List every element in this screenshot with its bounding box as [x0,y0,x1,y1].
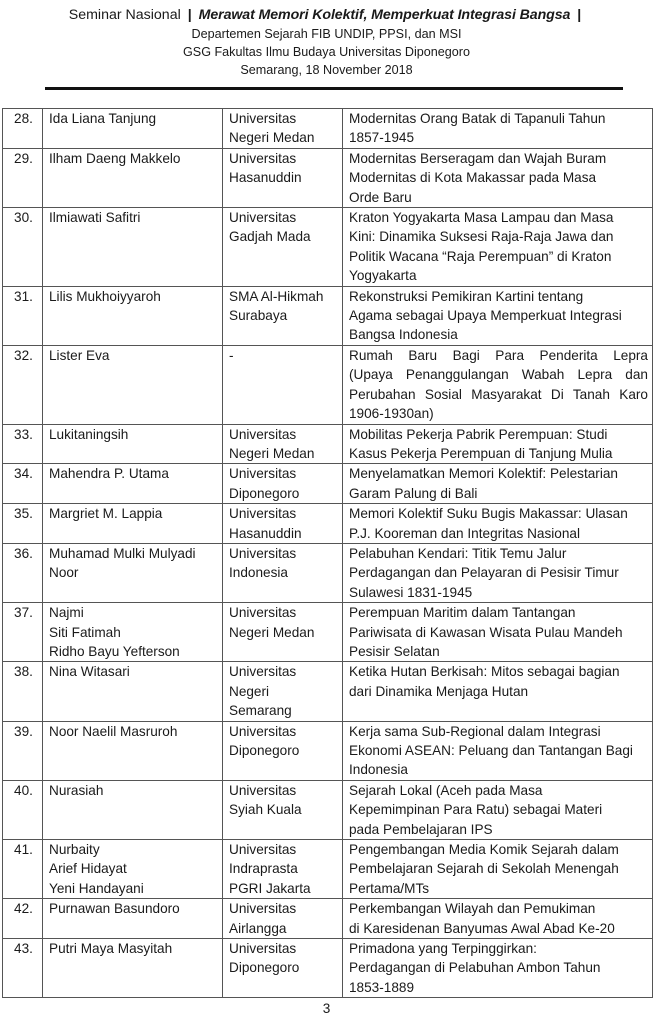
institution-line: Universitas [229,941,297,957]
paper-title [343,208,653,287]
row-number: 30. [3,208,43,287]
title-line: Memori Kolektif Suku Bugis Makassar: Ulasan [349,506,628,522]
participant-names [43,543,223,602]
institution-line: Syiah Kuala [229,802,302,818]
title-line: Pembelajaran Sejarah di Sekolah Menengah [349,861,619,877]
participant-name: Mahendra P. Utama [49,466,169,482]
title-line: Ekonomi ASEAN: Peluang dan Tantangan Bagi [349,743,633,758]
row-number: 35. [3,504,43,544]
page-number: 3 [322,1001,331,1016]
title-line: Pertama/MTs [349,880,430,896]
paper-title [343,109,653,149]
institution-line: Airlangga [229,920,287,936]
title-line: Perdagangan di Pelabuhan Ambon Tahun [349,960,601,976]
seminar-title-line [0,6,653,24]
institution [223,543,343,602]
title-line: Perubahan Sosial Masyarakat Di Tanah Karo [349,386,648,402]
institution-line: Universitas [229,426,297,442]
participant-name: Arief Hidayat [49,861,127,877]
title-line: 1857-1945 [349,130,415,146]
paper-title [343,603,653,662]
institution [223,208,343,287]
title-separator-end: | [577,7,582,23]
institution-line: Surabaya [229,308,288,324]
row-number: 39. [3,721,43,780]
organizers: Departemen Sejarah FIB UNDIP, PPSI, dan MSI [191,27,462,41]
participant-names [43,345,223,424]
institution [223,603,343,662]
participant-names [43,504,223,544]
row-number: 29. [3,148,43,207]
participant-name: Siti Fatimah [49,624,121,640]
table-row [3,286,653,345]
header-rule [45,87,623,90]
table-row [3,345,653,424]
participant-name: Nurasiah [49,782,104,798]
institution-line: Negeri Medan [229,445,315,461]
institution-line: Diponegoro [229,960,300,976]
title-line: Perempuan Maritim dalam Tantangan [349,605,576,621]
table-row [3,424,653,464]
row-number: 28. [3,109,43,149]
row-number: 36. [3,543,43,602]
title-line: Kerja sama Sub-Regional dalam Integrasi [349,723,601,739]
institution-line: Negeri Medan [229,130,315,146]
paper-title [343,543,653,602]
row-number: 32. [3,345,43,424]
participant-name: Najmi [49,605,84,621]
paper-title [343,424,653,464]
institution-line: Semarang [229,703,292,719]
row-number: 33. [3,424,43,464]
participant-names [43,286,223,345]
institution [223,464,343,504]
table-row [3,464,653,504]
title-line: di Karesidenan Banyumas Awal Abad Ke-20 [349,920,615,936]
title-line: Pelabuhan Kendari: Titik Temu Jalur [349,545,567,561]
institution-line: Universitas [229,466,297,482]
institution-line: Gadjah Mada [229,229,311,245]
participant-name: Yeni Handayani [49,880,144,896]
institution [223,424,343,464]
institution [223,780,343,839]
participant-names [43,424,223,464]
institution-line: Hasanuddin [229,525,302,541]
institution-line: Universitas [229,111,297,126]
seminar-theme: Merawat Memori Kolektif, Memperkuat Integrasi Bangsa [198,7,571,23]
paper-title [343,662,653,721]
participant-name: Putri Maya Masyitah [49,941,173,957]
institution-line: Universitas [229,782,297,798]
institution-line: Universitas [229,150,297,166]
title-line: Indonesia [349,762,408,778]
title-line: Kraton Yogyakarta Masa Lampau dan Masa [349,210,614,226]
participant-names [43,840,223,899]
table-row [3,939,653,998]
title-line: Sejarah Lokal (Aceh pada Masa [349,782,543,798]
institution-line: Universitas [229,545,297,561]
institution-line: Universitas [229,901,297,917]
title-line: pada Pembelajaran IPS [349,821,493,837]
participant-name: Lister Eva [49,347,110,363]
participant-name: Nina Witasari [49,664,130,680]
title-line: Perkembangan Wilayah dan Pemukiman [349,901,596,917]
table-row [3,662,653,721]
participant-names [43,662,223,721]
row-number: 42. [3,899,43,939]
institution-line: Universitas [229,506,297,522]
title-line: Pengembangan Media Komik Sejarah dalam [349,842,619,858]
participant-names [43,603,223,662]
table-row [3,504,653,544]
participant-name: Lukitaningsih [49,426,129,442]
table-row [3,780,653,839]
title-line: Modernitas di Kota Makassar pada Masa [349,170,597,186]
table-row [3,148,653,207]
title-line: Primadona yang Terpinggirkan: [349,941,537,957]
title-line: Rekonstruksi Pemikiran Kartini tentang [349,288,584,304]
institution-line: - [229,347,234,363]
title-line: 1853-1889 [349,979,415,995]
title-line: Rumah Baru Bagi Para Penderita Lepra [349,347,648,363]
institution [223,345,343,424]
participant-name: Ida Liana Tanjung [49,111,157,126]
place-date: Semarang, 18 November 2018 [240,63,413,77]
row-number: 40. [3,780,43,839]
institution-line: Universitas [229,210,297,226]
institution [223,939,343,998]
participant-names [43,464,223,504]
table-row [3,109,653,149]
participant-name: Lilis Mukhoiyyaroh [49,288,161,304]
participant-names [43,109,223,149]
institution-line: Indraprasta [229,861,298,877]
paper-title [343,899,653,939]
event-name: Seminar Nasional [68,7,181,23]
institution-line: Indonesia [229,565,288,581]
institution-line: Universitas [229,723,297,739]
table-row [3,721,653,780]
paper-title [343,504,653,544]
title-line: Yogyakarta [349,268,417,284]
title-line: Garam Palung di Bali [349,485,478,501]
institution [223,504,343,544]
participant-names [43,899,223,939]
paper-title [343,286,653,345]
title-line: Modernitas Berseragam dan Wajah Buram [349,150,607,166]
title-line: Orde Baru [349,189,412,205]
participant-names [43,721,223,780]
institution-line: Universitas [229,664,297,680]
institution [223,721,343,780]
paper-title [343,939,653,998]
title-line: Agama sebagai Upaya Memperkuat Integrasi [349,308,622,324]
participant-names [43,208,223,287]
paper-title [343,721,653,780]
title-line: Ketika Hutan Berkisah: Mitos sebagai bagian [349,664,620,680]
title-line: Mobilitas Pekerja Pabrik Perempuan: Studi [349,426,608,442]
participant-names [43,939,223,998]
title-line: Pariwisata di Kawasan Wisata Pulau Mandeh [349,624,623,640]
row-number: 41. [3,840,43,899]
participant-name: Noor [49,565,79,581]
row-number: 31. [3,286,43,345]
paper-title [343,345,653,424]
institution-line: Universitas [229,842,297,858]
institution [223,899,343,939]
institution [223,840,343,899]
institution [223,662,343,721]
paper-title [343,148,653,207]
title-separator: | [187,7,192,23]
title-line: Bangsa Indonesia [349,327,458,343]
title-line: P.J. Kooreman dan Integritas Nasional [349,525,580,541]
row-number: 37. [3,603,43,662]
venue: GSG Fakultas Ilmu Budaya Universitas Diponegoro [183,45,470,59]
participant-name: Margriet M. Lappia [49,506,163,522]
institution [223,109,343,149]
title-line: Kepemimpinan Para Ratu) sebagai Materi [349,802,603,818]
table-row [3,543,653,602]
title-line: Modernitas Orang Batak di Tapanuli Tahun [349,111,606,126]
title-line: 1906-1930an) [349,406,434,422]
table-row [3,603,653,662]
participants-table [2,108,653,998]
title-line: dari Dinamika Menjaga Hutan [349,683,529,699]
title-line: Menyelamatkan Memori Kolektif: Pelestarian [349,466,618,482]
institution-line: Hasanuddin [229,170,302,186]
participant-name: Ilham Daeng Makkelo [49,150,181,166]
title-line: Kini: Dinamika Suksesi Raja-Raja Jawa dan [349,229,614,245]
row-number: 34. [3,464,43,504]
participant-name: Noor Naelil Masruroh [49,723,178,739]
title-line: (Upaya Penanggulangan Wabah Lepra dan [349,367,648,383]
participant-name: Ilmiawati Safitri [49,210,141,226]
title-line: Kasus Pekerja Perempuan di Tanjung Mulia [349,445,613,461]
table-row [3,840,653,899]
institution-line: PGRI Jakarta [229,880,311,896]
title-line: Sulawesi 1831-1945 [349,584,473,600]
institution-line: Negeri Medan [229,624,315,640]
institution-line: SMA Al-Hikmah [229,288,324,304]
participant-names [43,148,223,207]
table-body [3,109,653,998]
row-number: 38. [3,662,43,721]
row-number: 43. [3,939,43,998]
title-line: Politik Wacana “Raja Perempuan” di Kraton [349,248,612,264]
participant-name: Ridho Bayu Yefterson [49,643,180,659]
paper-title [343,840,653,899]
institution-line: Negeri [229,683,270,699]
participant-name: Purnawan Basundoro [49,901,180,917]
institution-line: Universitas [229,605,297,621]
institution-line: Diponegoro [229,485,300,501]
title-line: Pesisir Selatan [349,643,440,659]
institution [223,286,343,345]
paper-title [343,464,653,504]
table-row [3,208,653,287]
institution-line: Diponegoro [229,743,300,758]
paper-title [343,780,653,839]
title-line: Perdagangan dan Pelayaran di Pesisir Timur [349,565,619,581]
participant-name: Nurbaity [49,842,100,858]
participant-name: Muhamad Mulki Mulyadi [49,545,196,561]
participant-names [43,780,223,839]
table-row [3,899,653,939]
institution [223,148,343,207]
